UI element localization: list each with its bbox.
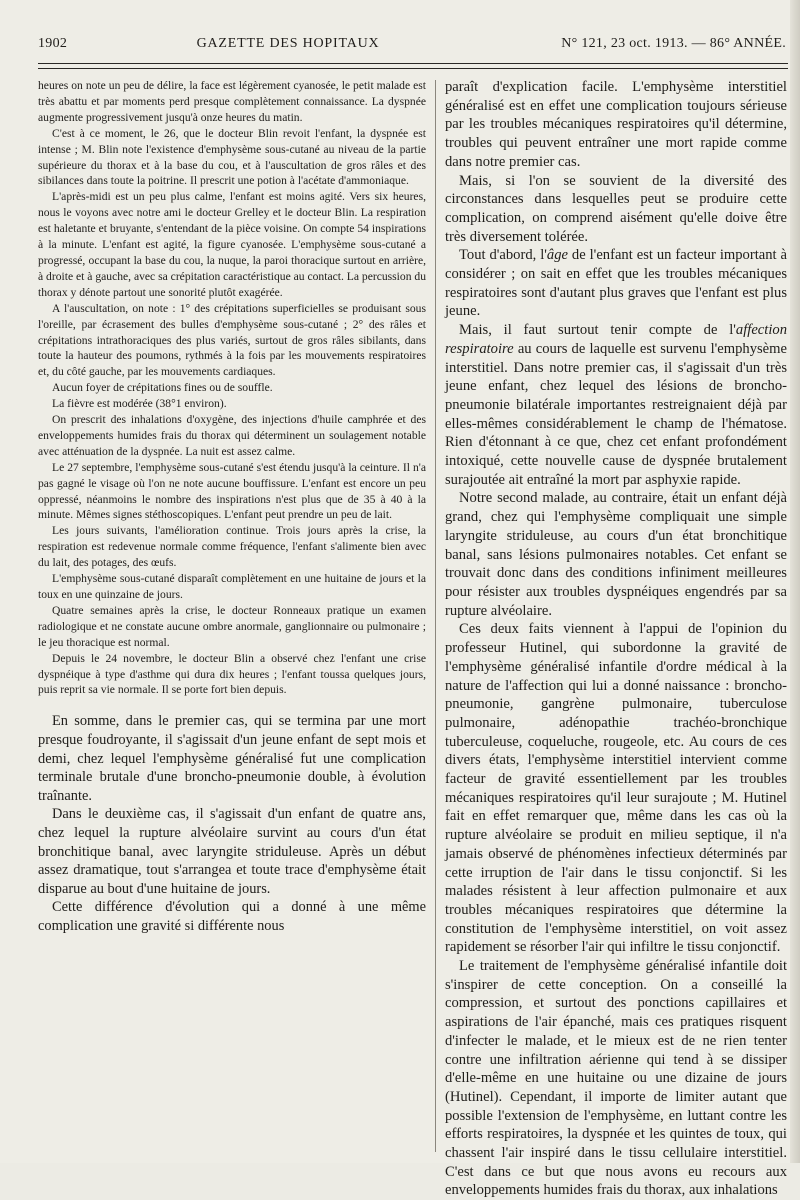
page-edge-shadow <box>790 0 800 1163</box>
case-report-small-print <box>38 78 426 698</box>
paragraph: Les jours suivants, l'amélioration continue. Trois jours après la crise, la respiration est redevenue normale comme fréquence, l'enfant s'alimente bien avec du lait, des potages, des œufs. <box>38 524 426 570</box>
issue-info: N° 121, 23 oct. 1913. — 86° ANNÉE. <box>561 36 786 51</box>
paragraph <box>445 321 787 489</box>
page-number: 1902 <box>38 36 68 51</box>
paragraph: A l'auscultation, on note : 1° des crépitations superficielles se produisant sous l'oreille, par écrasement des bulles d'emphysème sous-cutané ; 2° des râles et crépitations intrathoraciques des plus variés, surtout de gros râles sibilants, dans toute la hauteur des poumons, rythmés à la fois par les mouvements respiratoires et, du côté gauche, par les mouvements cardiaques. <box>38 301 426 379</box>
paragraph: heures on note un peu de délire, la face est légèrement cyanosée, le petit malade est très abattu et par moments perd presque complètement connaissance. La dyspnée augmente progressivement jusqu'à onze heures du matin. <box>38 79 426 124</box>
emphasis: âge <box>546 247 568 264</box>
discussion-text <box>38 712 426 935</box>
paragraph: On prescrit des inhalations d'oxygène, des injections d'huile camphrée et des enveloppements humides frais du thorax qui déterminent un soulagement notable avec atténuation de la dyspnée. La nuit est assez calme. <box>38 413 426 458</box>
paragraph: Quatre semaines après la crise, le docteur Ronneaux pratique un examen radiologique et ne constate aucune ombre anormale, ganglionnaire ou pulmonaire ; le jeu thoracique est normal. <box>38 603 426 649</box>
paragraph: Le 27 septembre, l'emphysème sous-cutané s'est étendu jusqu'à la ceinture. Il n'a pas gagné le visage où l'on ne note aucune bouffissure. L'enfant est encore un peu oppressé, néanmoins le nombre des inspirations n'est plus que de 35 à 40 à la minute. Mêmes signes stéthoscopiques. L'enfant peut prendre un peu de lait. <box>38 460 426 522</box>
journal-title: GAZETTE DES HOPITAUX <box>196 36 380 51</box>
paragraph <box>445 246 787 321</box>
paragraph: C'est à ce moment, le 26, que le docteur Blin revoit l'enfant, la dyspnée est intense ; M. Blin note l'existence d'emphysème sous-cutané au niveau de la partie supérieure du thorax et à la base du cou, et à l'auscultation de gros râles et des sibilances dans toute la poitrine. Il prescrit une potion à l'acétate d'ammoniaque. <box>38 126 426 188</box>
paragraph: Le traitement de l'emphysème généralisé infantile doit s'inspirer de cette conception. On a conseillé la compression, et surtout des ponctions capillaires et aspirations de l'air épanché, mais ces pratiques risquent d'infecter le malade, et le mieux est de ne rien tenter contre une infiltration aérienne qui tend à se dissiper d'elle-même en une huitaine ou une dizaine de jours (Hutinel). Cependant, il importe de limiter autant que possible l'extension de l'emphysème, en luttant contre les efforts respiratoires, la dyspnée et les quintes de toux, qui chassent l'air inspiré dans le tissu cellulaire interstitiel. C'est dans ce but que nous avons eu recours aux enveloppements humides frais du thorax, aux inhalations <box>445 958 787 1199</box>
column-divider <box>435 80 436 1152</box>
paragraph: L'après-midi est un peu plus calme, l'enfant est moins agité. Vers six heures, nous le voyons avec notre ami le docteur Grelley et le docteur Blin. La respiration est haletante et bruyante, s'entendant de la pièce voisine. On compte 54 inspirations à la minute. L'enfant est agité, la figure cyanosée. L'emphysème sous-cutané a progressé, occupant la base du cou, la nuque, la paroi thoracique surtout en arrière, à droite et à gauche, avec sa crépitation caractéristique au contact. La percussion du thorax y dénote partout une sonorité plutôt exagérée. <box>38 190 426 299</box>
text-run: de l'enfant est un facteur important à considérer ; on sait en effet que les troubles mécaniques respiratoires sont d'autant plus graves que l'enfant est plus jeune. <box>445 247 787 320</box>
header-rule-thin <box>38 68 788 69</box>
text-run: au cours de laquelle est survenu l'emphysème interstitiel. Dans notre premier cas, il s'agissait d'un très jeune enfant, chez lequel des lésions de broncho-pneumonie bilatérale importantes restreignaient déjà par elles-mêmes considérablement le champ de l'hématose. Rien d'étonnant à ce que, chez cet enfant profondément intoxiqué, cette nouvelle cause de dyspnée brutalement surajoutée ait entraîné la mort par asphyxie rapide. <box>445 340 787 488</box>
paragraph: Cette différence d'évolution qui a donné à une même complication une gravité si différente nous <box>38 899 426 934</box>
paragraph: L'emphysème sous-cutané disparaît complètement en une huitaine de jours et la toux en une quinzaine de jours. <box>38 572 426 601</box>
paragraph: Mais, si l'on se souvient de la diversité des circonstances dans lesquelles peut se produire cette complication, on comprend aisément qu'elle doive être très diversement tolérée. <box>445 172 787 245</box>
left-column <box>38 78 426 935</box>
text-run: Mais, il faut surtout tenir compte de l' <box>459 322 736 339</box>
text-run: Tout d'abord, l' <box>459 247 547 264</box>
right-column <box>445 78 787 1200</box>
paragraph: Notre second malade, au contraire, était un enfant déjà grand, chez qui l'emphysème compliquait une simple laryngite striduleuse, au cours d'un état bronchitique banal, sans lésions pulmonaires notables. Cet enfant se trouvait donc dans des conditions infiniment meilleures pour résister aux troubles dyspnéiques engendrés par sa rupture alvéolaire. <box>445 490 787 619</box>
header-rule <box>38 63 788 64</box>
paragraph: La fièvre est modérée (38°1 environ). <box>52 397 227 411</box>
paragraph: Ces deux faits viennent à l'appui de l'opinion du professeur Hutinel, qui subordonne la gravité de l'emphysème généralisé infantile d'ordre médical à la nature de l'affection qui lui a donné naissance : broncho-pneumonie, gangrène pulmonaire, tuberculose pulmonaire, adénopathie trachéo-bronchique tuberculeuse, coqueluche, rougeole, etc. Au cours de ces divers états, l'emphysème interstitiel intervient comme facteur de gravité essentiellement par les troubles mécaniques respiratoires qu'il leur surajoute ; M. Hutinel fait en effet remarquer que, même dans les cas où la rupture alvéolaire se produit en milieu septique, il n'a jamais observé de phénomènes infectieux déterminés par cette irruption de l'air dans le tissu conjonctif. Si les malades résistent à leur affection pulmonaire et aux troubles mécaniques respiratoires que détermine la constitution de l'emphysème interstitiel, on voit assez rapidement se résorber l'air qui infiltre le tissu conjonctif. <box>445 621 787 956</box>
paragraph: paraît d'explication facile. L'emphysème interstitiel généralisé est en effet une complication toujours sérieuse par les troubles mécaniques respiratoires qu'il détermine, troubles qui peuvent entraîner une mort rapide comme dans notre premier cas. <box>445 79 787 170</box>
paragraph: Aucun foyer de crépitations fines ou de souffle. <box>52 381 273 395</box>
paragraph: Depuis le 24 novembre, le docteur Blin a observé chez l'enfant une crise dyspnéique à type d'asthme qui dura dix heures ; l'enfant toussa quelques jours, puis reprit sa vie normale. Il se porte fort bien depuis. <box>38 651 426 697</box>
paragraph: Dans le deuxième cas, il s'agissait d'un enfant de quatre ans, chez lequel la rupture alvéolaire survint au cours d'un état bronchitique banal, avec laryngite striduleuse. Après un début assez dramatique, tout s'arrangea et toute trace d'emphysème était disparue au bout d'une huitaine de jours. <box>38 806 426 897</box>
emphasis: affection respiratoire <box>445 322 787 357</box>
running-header <box>38 36 786 58</box>
paragraph: En somme, dans le premier cas, qui se termina par une mort presque foudroyante, il s'agissait d'un jeune enfant de sept mois et demi, chez lequel l'emphysème généralisé fut une complication terminale brutale d'une broncho-pneumonie double, à évolution traînante. <box>38 713 426 804</box>
